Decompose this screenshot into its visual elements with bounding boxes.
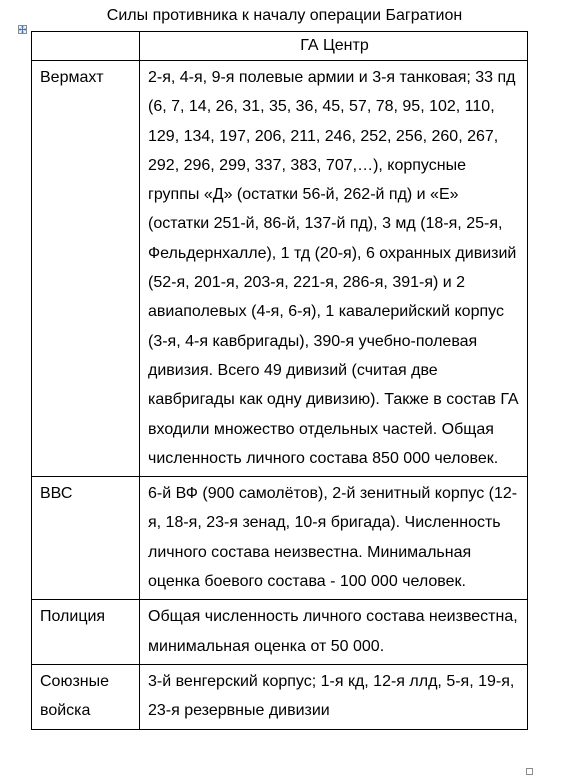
row-text-wehrmacht[interactable]: 2-я, 4-я, 9-я полевые армии и 3-я танковая; 33 пд (6, 7, 14, 26, 31, 35, 36, 45, 57, 78, 95, 102, 110, 129, 134, 197, 206, 211, 246, 252, 256, 260, 267, 292, 296, 299, 337, 383, 707,…), корпусные группы «Д» (остатки 56-й, 262-й пд) и «Е» (остатки 251-й, 86-й, 137-й пд), 3 мд (18-я, 25-я, Фельдернхалле), 1 тд (20-я), 6 охранных дивизий (52-я, 201-я, 203-я, 221-я, 286-я, 391-я) и 2 авиаполевых (4-я, 6-я), 1 кавалерийский корпус (3-я, 4-я кавбригады), 390-я учебно-полевая дивизия. Всего 49 дивизий (считая две кавбригады как одну дивизию). Также в состав ГА входили множество отдельных частей. Общая численность личного состава 850 000 человек. — [140, 61, 528, 477]
move-arrows-icon — [19, 26, 26, 33]
row-label-air-force[interactable]: ВВС — [32, 477, 140, 600]
row-text-air-force[interactable]: 6-й ВФ (900 самолётов), 2-й зенитный корпус (12-я, 18-я, 23-я зенад, 10-я бригада). Численность личного состава неизвестна. Минимальная оценка боевого состава - 100 000 человек. — [140, 477, 528, 600]
row-label-police[interactable]: Полиция — [32, 600, 140, 665]
row-text-allied-troops[interactable]: 3-й венгерский корпус; 1-я кд, 12-я ллд, 5-я, 19-я, 23-я резервные дивизии — [140, 664, 528, 729]
table-row — [32, 600, 528, 665]
row-text-police[interactable]: Общая численность личного состава неизвестна, минимальная оценка от 50 000. — [140, 600, 528, 665]
forces-table — [31, 31, 528, 730]
document-title: Силы противника к началу операции Багратион — [106, 7, 463, 24]
row-label-allied-troops[interactable]: Союзные войска — [32, 664, 140, 729]
table-header-row — [32, 32, 528, 61]
row-label-wehrmacht[interactable]: Вермахт — [32, 61, 140, 477]
header-army-group-center[interactable]: ГА Центр — [140, 32, 528, 61]
table-row — [32, 477, 528, 600]
header-empty-cell[interactable] — [32, 32, 140, 61]
table-row — [32, 664, 528, 729]
table-row — [32, 61, 528, 477]
table-resize-handle-icon[interactable] — [526, 768, 533, 775]
table-move-handle-icon[interactable] — [18, 25, 27, 34]
